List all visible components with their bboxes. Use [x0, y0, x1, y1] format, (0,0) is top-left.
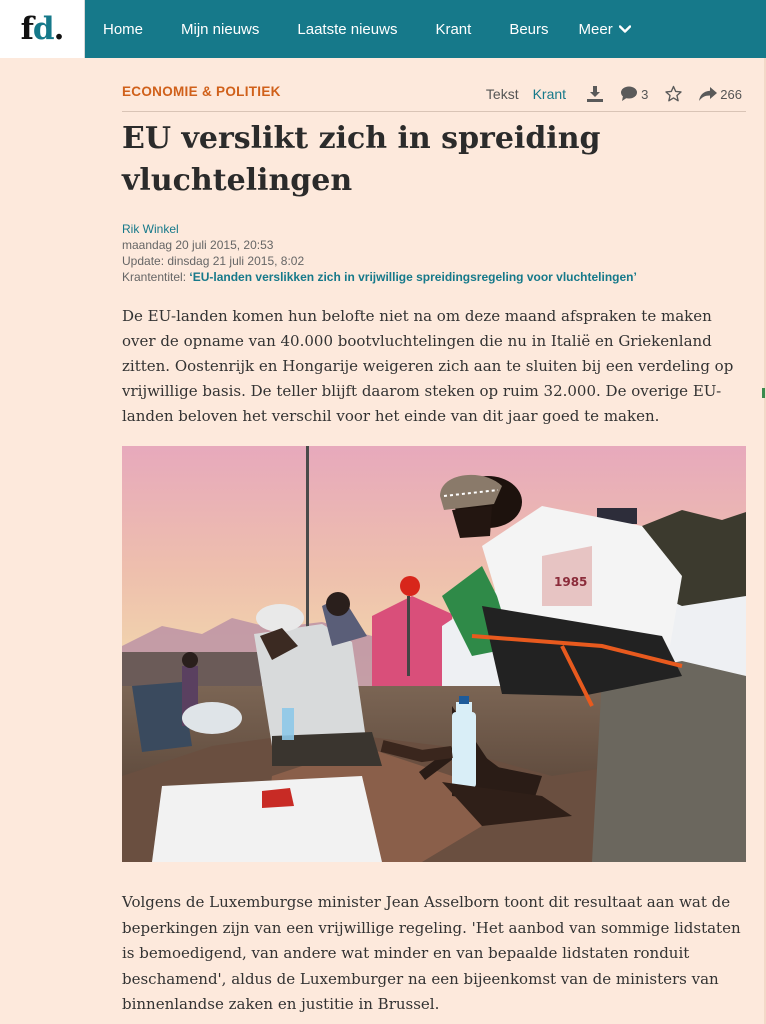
comment-count: 3: [641, 86, 649, 102]
download-button[interactable]: [586, 86, 604, 102]
comments-button[interactable]: [620, 86, 648, 102]
nav-meer[interactable]: [579, 21, 631, 38]
article-body: Volgens de Luxemburgse minister Jean Asselborn toont dit resultaat aan wat de beperkingen zijn van een vrijwillige regeling. 'Het aanbod van sommige lidstaten is bemoedigend, van andere wat minder en van bepaalde lidstaten ronduit beschamend', aldus de Luxemburger na een bijeenkomst van de ministers van binnenlandse zaken en justitie in Brussel.: [122, 893, 741, 1013]
star-icon: [664, 85, 683, 103]
nav-beurs[interactable]: Beurs: [509, 20, 549, 38]
article-title: EU verslikt zich in spreiding vluchtelingen: [122, 121, 601, 198]
top-navigation-bar: [0, 0, 766, 58]
article-toolbar: [122, 80, 746, 112]
download-icon: [586, 86, 604, 102]
krantentitel-row: [122, 269, 637, 285]
article-lead: De EU-landen komen hun belofte niet na om deze maand afspraken te maken over de opname van 40.000 bootvluchtelingen die nu in Italië en Griekenland zitten. Oostenrijk en Hongarije weigeren zich aan te sluiten bij een verdeling op vrijwillige basis. De teller blijft daarom steken op ruim 32.000. De overige EU-landen beloven het verschil voor het einde van dit jaar goed te maken.: [122, 307, 734, 425]
fd-logo[interactable]: [0, 0, 85, 58]
share-icon: [699, 87, 717, 101]
view-tekst-button[interactable]: Tekst: [485, 86, 519, 102]
article-meta: [122, 221, 637, 285]
share-button[interactable]: [699, 87, 742, 102]
section-label[interactable]: ECONOMIE & POLITIEK: [122, 84, 281, 99]
krantentitel-value: ‘EU-landen verslikken zich in vrijwillige spreidingsregeling voor vluchtelingen’: [189, 270, 637, 284]
nav-mijn-nieuws[interactable]: Mijn nieuws: [181, 20, 260, 38]
view-krant-button[interactable]: Krant: [532, 86, 567, 102]
article-photo: [122, 446, 746, 862]
favorite-button[interactable]: [664, 85, 683, 103]
nav-meer-label: Meer: [578, 20, 613, 38]
shirt-text: 1985: [554, 575, 588, 589]
krantentitel-label: Krantentitel:: [122, 270, 187, 284]
share-count: 266: [720, 86, 742, 102]
logo-text: fd.: [20, 11, 64, 47]
chevron-down-icon: [619, 25, 631, 34]
update-date: Update: dinsdag 21 juli 2015, 8:02: [122, 254, 305, 268]
nav-laatste-nieuws[interactable]: Laatste nieuws: [297, 20, 398, 38]
publish-date: maandag 20 juli 2015, 20:53: [122, 238, 274, 252]
comment-icon: [620, 86, 638, 102]
main-menu: [85, 0, 631, 58]
article-tools: [486, 80, 742, 108]
nav-krant[interactable]: Krant: [435, 20, 472, 38]
edge-marker: [762, 388, 765, 398]
author-link[interactable]: Rik Winkel: [122, 222, 179, 236]
nav-home[interactable]: Home: [103, 20, 144, 38]
refugee-camp-photo: [122, 446, 746, 862]
